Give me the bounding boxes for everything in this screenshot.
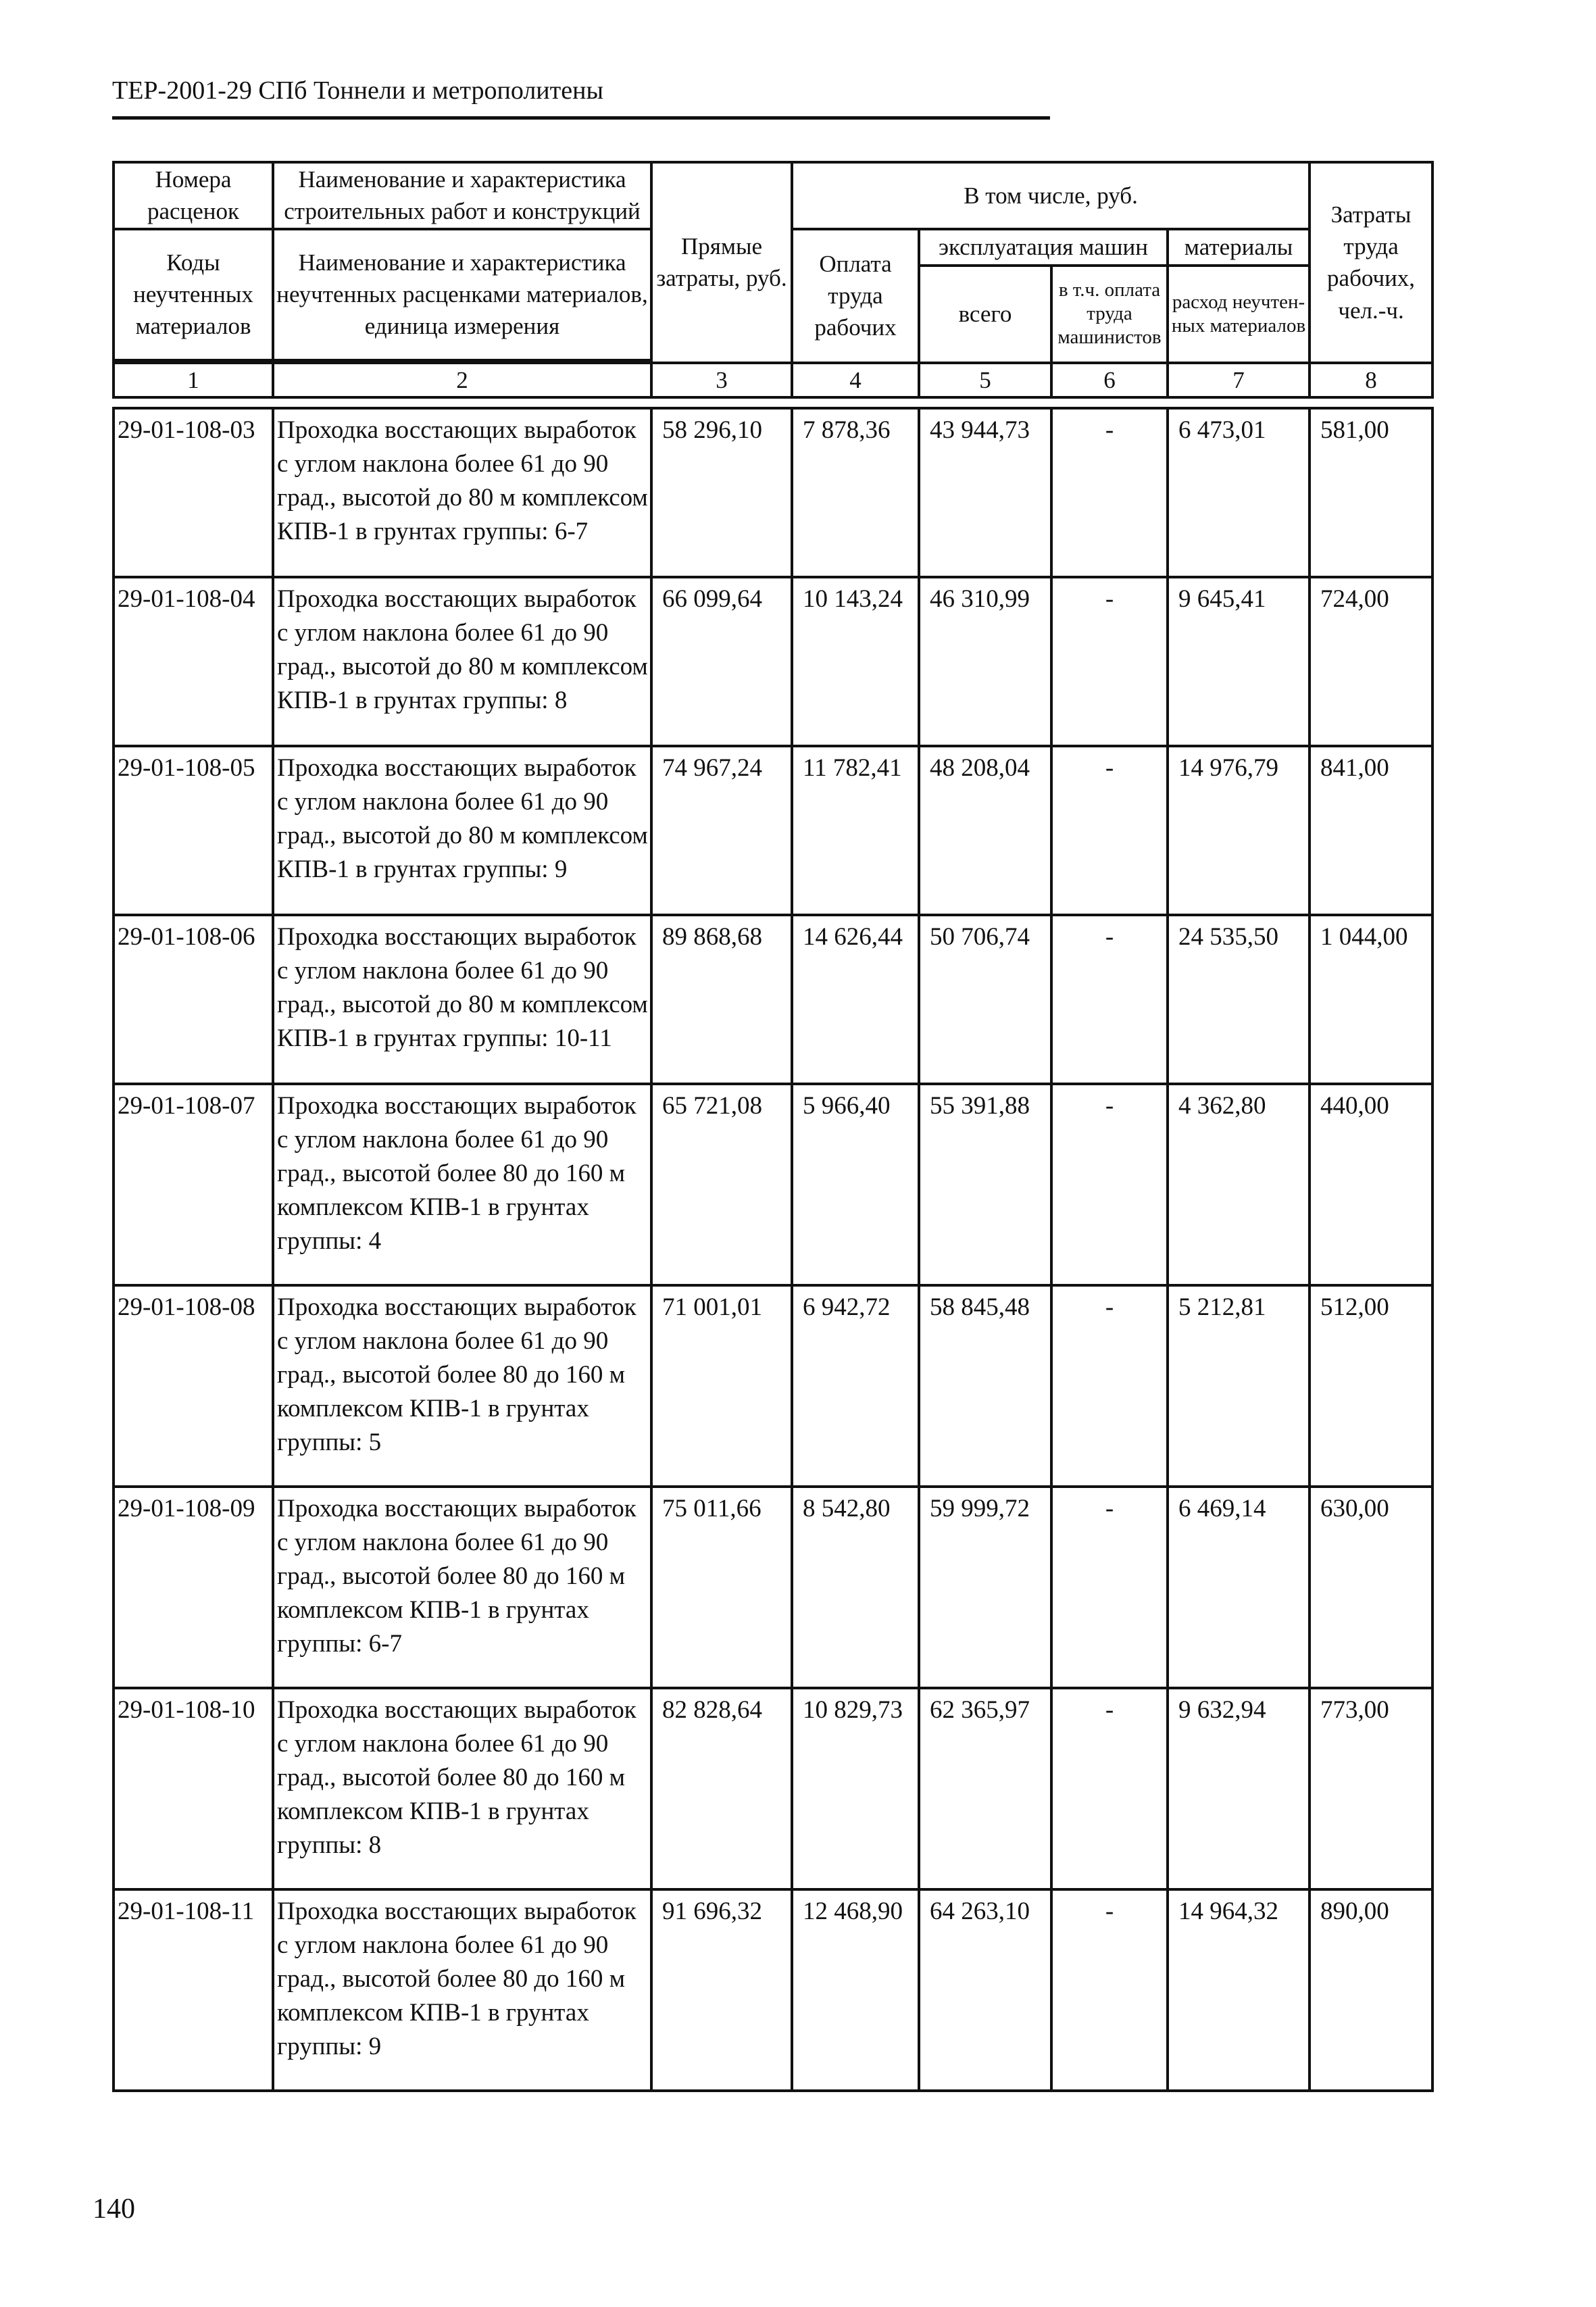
operator-cost: - (1051, 1487, 1168, 1688)
labor-cost: 8 542,80 (792, 1487, 919, 1688)
rate-description: Проходка восстающих выработок с углом наклона более 61 до 90 град., высотой до 80 м комплексом КПВ-1 в грунтах группы: 8 (273, 577, 651, 746)
column-header-table (112, 161, 1434, 399)
labor-cost: 14 626,44 (792, 915, 919, 1084)
machine-cost: 55 391,88 (919, 1084, 1051, 1285)
col-number: 2 (273, 363, 651, 397)
table-row (114, 1889, 1432, 2091)
rate-code: 29-01-108-04 (114, 577, 273, 746)
col-number: 1 (114, 363, 273, 397)
table-row (114, 408, 1432, 577)
labor-hours: 512,00 (1310, 1285, 1432, 1487)
machine-cost: 43 944,73 (919, 408, 1051, 577)
col2-top-header: Наименование и характеристика строительных работ и конструкций (273, 162, 651, 229)
table-row (114, 746, 1432, 915)
machines-header: эксплуатация машин (919, 229, 1168, 266)
labor-cost: 10 829,73 (792, 1688, 919, 1889)
direct-cost: 89 868,68 (651, 915, 792, 1084)
operator-cost: - (1051, 577, 1168, 746)
rate-code: 29-01-108-10 (114, 1688, 273, 1889)
labor-cost: 7 878,36 (792, 408, 919, 577)
materials-cost: 14 964,32 (1168, 1889, 1310, 2091)
materials-cost: 4 362,80 (1168, 1084, 1310, 1285)
labor-cost: 11 782,41 (792, 746, 919, 915)
machine-cost: 59 999,72 (919, 1487, 1051, 1688)
operator-cost: - (1051, 1889, 1168, 2091)
direct-cost: 66 099,64 (651, 577, 792, 746)
rate-description: Проходка восстающих выработок с углом наклона более 61 до 90 град., высотой до 80 м комплексом КПВ-1 в грунтах группы: 10-11 (273, 915, 651, 1084)
col3-header: Прямые затраты, руб. (651, 162, 792, 363)
col5-header: всего (919, 266, 1051, 363)
materials-cost: 9 645,41 (1168, 577, 1310, 746)
table-row (114, 1285, 1432, 1487)
page-number: 140 (93, 2193, 135, 2225)
materials-cost: 5 212,81 (1168, 1285, 1310, 1487)
machine-cost: 64 263,10 (919, 1889, 1051, 2091)
operator-cost: - (1051, 1084, 1168, 1285)
group-header: В том числе, руб. (792, 162, 1310, 229)
table-row (114, 1487, 1432, 1688)
col6-header: в т.ч. оплата труда машинистов (1051, 266, 1168, 363)
machine-cost: 58 845,48 (919, 1285, 1051, 1487)
direct-cost: 75 011,66 (651, 1487, 792, 1688)
operator-cost: - (1051, 408, 1168, 577)
machine-cost: 48 208,04 (919, 746, 1051, 915)
labor-hours: 773,00 (1310, 1688, 1432, 1889)
operator-cost: - (1051, 746, 1168, 915)
col-number: 8 (1310, 363, 1432, 397)
rate-description: Проходка восстающих выработок с углом наклона более 61 до 90 град., высотой более 80 до 160 м комплексом КПВ-1 в грунтах группы: 5 (273, 1285, 651, 1487)
labor-hours: 440,00 (1310, 1084, 1432, 1285)
table-row (114, 577, 1432, 746)
labor-hours: 841,00 (1310, 746, 1432, 915)
rate-code: 29-01-108-11 (114, 1889, 273, 2091)
operator-cost: - (1051, 1688, 1168, 1889)
labor-hours: 1 044,00 (1310, 915, 1432, 1084)
col1-top-header: Номера расценок (114, 162, 273, 229)
labor-hours: 724,00 (1310, 577, 1432, 746)
labor-cost: 10 143,24 (792, 577, 919, 746)
col4-header: Оплата труда рабочих (792, 229, 919, 363)
col-number: 3 (651, 363, 792, 397)
direct-cost: 82 828,64 (651, 1688, 792, 1889)
materials-header: материалы (1168, 229, 1310, 266)
col1-bottom-header: Коды неучтенных материалов (114, 229, 273, 360)
rate-code: 29-01-108-06 (114, 915, 273, 1084)
rate-code: 29-01-108-09 (114, 1487, 273, 1688)
labor-cost: 5 966,40 (792, 1084, 919, 1285)
direct-cost: 74 967,24 (651, 746, 792, 915)
direct-cost: 58 296,10 (651, 408, 792, 577)
labor-cost: 6 942,72 (792, 1285, 919, 1487)
materials-cost: 6 469,14 (1168, 1487, 1310, 1688)
rate-code: 29-01-108-05 (114, 746, 273, 915)
col-number: 5 (919, 363, 1051, 397)
direct-cost: 71 001,01 (651, 1285, 792, 1487)
machine-cost: 62 365,97 (919, 1688, 1051, 1889)
table-row (114, 915, 1432, 1084)
materials-cost: 6 473,01 (1168, 408, 1310, 577)
machine-cost: 50 706,74 (919, 915, 1051, 1084)
table-row (114, 1084, 1432, 1285)
rate-description: Проходка восстающих выработок с углом наклона более 61 до 90 град., высотой до 80 м комплексом КПВ-1 в грунтах группы: 9 (273, 746, 651, 915)
col-number: 4 (792, 363, 919, 397)
header-rule (112, 116, 1050, 120)
rates-table (112, 407, 1434, 2092)
rate-description: Проходка восстающих выработок с углом наклона более 61 до 90 град., высотой до 80 м комплексом КПВ-1 в грунтах группы: 6-7 (273, 408, 651, 577)
materials-cost: 24 535,50 (1168, 915, 1310, 1084)
col8-header: Затраты труда рабочих, чел.-ч. (1310, 162, 1432, 363)
operator-cost: - (1051, 1285, 1168, 1487)
document-header: ТЕР-2001-29 СПб Тоннели и метрополитены (112, 76, 603, 105)
materials-cost: 14 976,79 (1168, 746, 1310, 915)
col7-header: расход неучтен-ных материалов (1168, 266, 1310, 363)
rate-description: Проходка восстающих выработок с углом наклона более 61 до 90 град., высотой более 80 до 160 м комплексом КПВ-1 в грунтах группы: 6-7 (273, 1487, 651, 1688)
direct-cost: 91 696,32 (651, 1889, 792, 2091)
rate-code: 29-01-108-07 (114, 1084, 273, 1285)
materials-cost: 9 632,94 (1168, 1688, 1310, 1889)
col-number: 6 (1051, 363, 1168, 397)
direct-cost: 65 721,08 (651, 1084, 792, 1285)
rate-code: 29-01-108-08 (114, 1285, 273, 1487)
col2-bottom-header: Наименование и характеристика неучтенных расценками материалов, единица измерения (273, 229, 651, 360)
rate-description: Проходка восстающих выработок с углом наклона более 61 до 90 град., высотой более 80 до 160 м комплексом КПВ-1 в грунтах группы: 8 (273, 1688, 651, 1889)
rate-description: Проходка восстающих выработок с углом наклона более 61 до 90 град., высотой более 80 до 160 м комплексом КПВ-1 в грунтах группы: 4 (273, 1084, 651, 1285)
labor-hours: 630,00 (1310, 1487, 1432, 1688)
labor-hours: 890,00 (1310, 1889, 1432, 2091)
labor-hours: 581,00 (1310, 408, 1432, 577)
labor-cost: 12 468,90 (792, 1889, 919, 2091)
operator-cost: - (1051, 915, 1168, 1084)
rate-code: 29-01-108-03 (114, 408, 273, 577)
col-number: 7 (1168, 363, 1310, 397)
table-row (114, 1688, 1432, 1889)
rate-description: Проходка восстающих выработок с углом наклона более 61 до 90 град., высотой более 80 до 160 м комплексом КПВ-1 в грунтах группы: 9 (273, 1889, 651, 2091)
machine-cost: 46 310,99 (919, 577, 1051, 746)
